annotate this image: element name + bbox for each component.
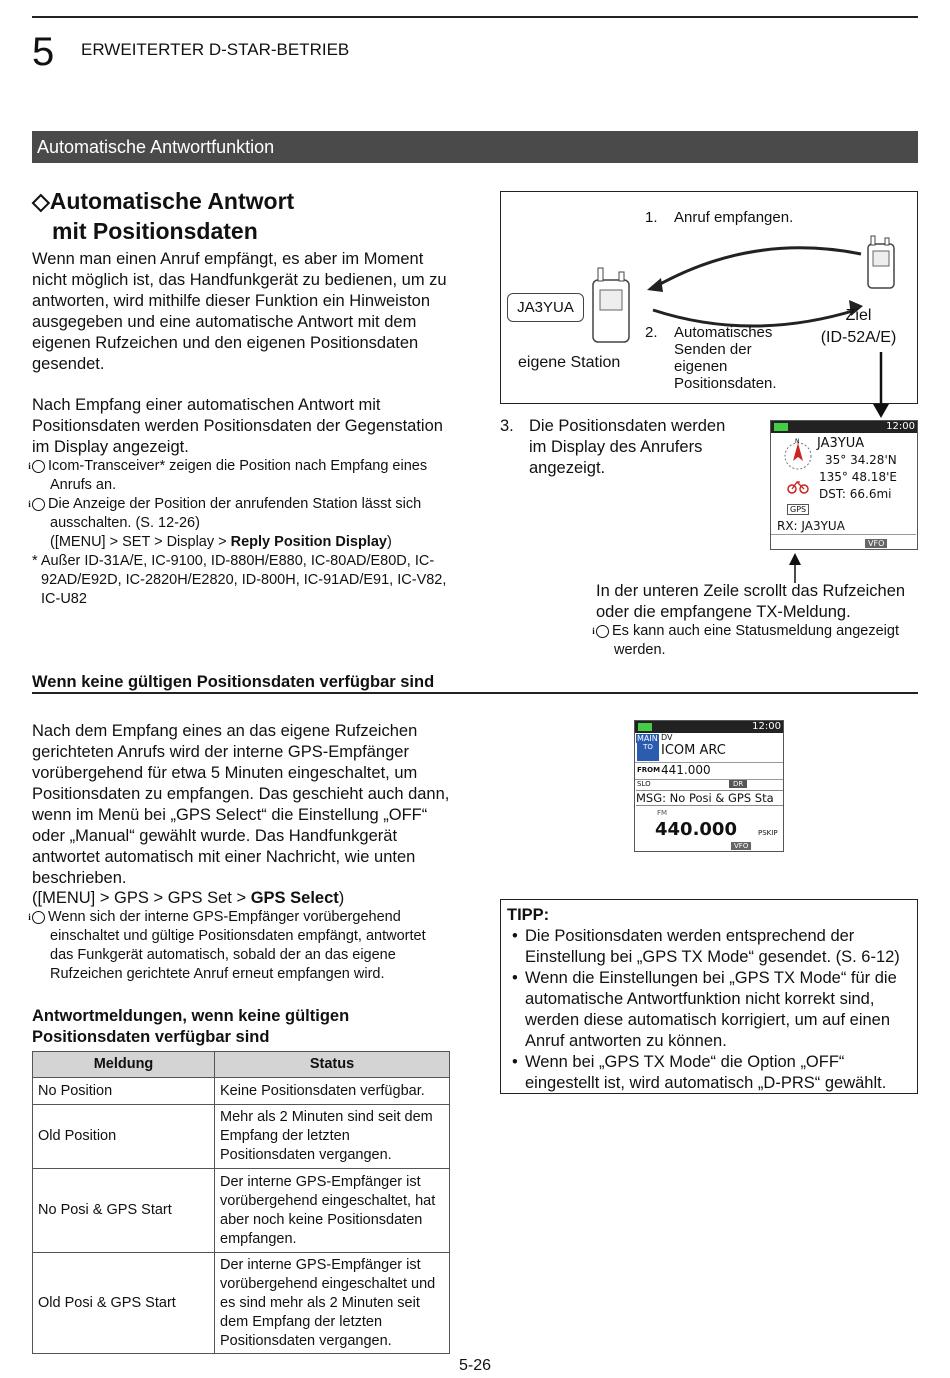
page-number: 5-26	[458, 1357, 492, 1374]
step3-text: Die Positionsdaten werden im Display des Anrufers angezeigt.	[529, 417, 726, 477]
heading-line2: mit Positionsdaten	[52, 218, 258, 244]
screen-longitude: 135° 48.18'E	[819, 470, 897, 484]
table-row	[33, 1169, 450, 1253]
screen2-divider-2	[635, 779, 784, 780]
svg-text:N: N	[795, 438, 800, 445]
battery-icon	[638, 723, 652, 731]
info-icon: i	[32, 498, 45, 511]
step2-text: Automatisches Senden der eigenen Positionsdaten.	[674, 324, 777, 392]
tip-box	[500, 899, 918, 1094]
table-cell: Der interne GPS-Empfänger ist vorübergehend eingeschaltet, hat aber noch keine Positionsdaten empfangen.	[215, 1169, 450, 1253]
step1-text: Anruf empfangen.	[674, 209, 794, 226]
tip-item: • Wenn bei „GPS TX Mode“ die Option „OFF“ eingestellt ist, wird automatisch „D-PRS“ gewählt.	[507, 1052, 911, 1094]
screen-status-bar	[771, 421, 917, 433]
info-icon: i	[32, 911, 45, 924]
screen-vfo: VFO	[865, 539, 887, 548]
screen-time: 12:00	[886, 421, 915, 432]
screen-distance: DST: 66.6mi	[819, 487, 892, 501]
screen2-vfo: VFO	[731, 842, 751, 850]
diamond-marker-icon: ◇	[32, 188, 50, 214]
scroll-note: i Es kann auch eine Statusmeldung angezeigt werden.	[592, 623, 899, 658]
from-frequency: 441.000	[661, 763, 711, 777]
table-cell: Der interne GPS-Empfänger ist vorübergehend eingeschaltet und es sind mehr als 2 Minuten seit dem Empfang der letzten Positionsdaten vergangen.	[215, 1253, 450, 1354]
tip-item: • Wenn die Einstellungen bei „GPS TX Mode“ für die automatische Antwortfunktion nicht korrekt sind, werden diese automatisch korrigiert, um auf einen Anruf antworten zu können.	[507, 968, 911, 1052]
table-cell: No Posi & GPS Start	[33, 1169, 215, 1253]
step1-num: 1.	[645, 209, 658, 226]
gps-badge: GPS	[787, 504, 809, 515]
screen-divider	[771, 534, 916, 535]
dr-badge: DR	[729, 780, 747, 788]
tip-item: • Die Positionsdaten werden entsprechend der Einstellung bei „GPS TX Mode“ gesendet. (S. 6-12)	[507, 926, 911, 968]
scroll-caption: In der unteren Zeile scrollt das Rufzeichen oder die empfangene TX-Meldung.	[596, 582, 906, 621]
step2-num: 2.	[645, 324, 658, 341]
table-row	[33, 1078, 450, 1105]
main-badge: MAIN	[637, 734, 658, 743]
note-1: i Icom-Transceiver* zeigen die Position nach Empfang eines Anrufs an.	[28, 458, 428, 493]
table-cell: Old Position	[33, 1105, 215, 1169]
tip-list	[507, 926, 911, 1094]
notes-block	[28, 457, 452, 609]
target-label: Ziel (ID-52A/E)	[820, 307, 897, 346]
table-cell: Old Posi & GPS Start	[33, 1253, 215, 1354]
heading-line1: Automatische Antwort	[49, 188, 295, 214]
table-title: Antwortmeldungen, wenn keine gültigen Positionsdaten verfügbar sind	[32, 1007, 350, 1046]
note-2: i Die Anzeige der Position der anrufenden Station lässt sich ausschalten. (S. 12-26)	[28, 496, 422, 531]
main-frequency: 440.000	[655, 819, 737, 840]
screen-latitude: 35° 34.28'N	[825, 453, 897, 467]
subsection-title: Wenn keine gültigen Positionsdaten verfügbar sind	[32, 673, 435, 691]
to-name: ICOM ARC	[661, 743, 726, 758]
screen2-time: 12:00	[752, 721, 781, 732]
section-bar: Automatische Antwortfunktion	[32, 131, 918, 163]
slo-label: SLO	[637, 780, 651, 788]
table-row	[33, 1253, 450, 1354]
chapter-title: ERWEITERTER D-STAR-BETRIEB	[81, 40, 350, 59]
chapter-number: 5	[32, 30, 55, 74]
gps-menu-path: ([MENU] > GPS > GPS Set > GPS Select)	[32, 889, 345, 907]
gps-paragraph: Nach dem Empfang eines an das eigene Rufzeichen gerichteten Anrufs wird der interne GPS-Empfänger vorübergehend für etwa 5 Minuten eingeschaltet, um Positionsdaten zu empfangen. Das geschieht auch dann, wenn im Menü bei „GPS Select“ die Einstellung „OFF“ oder „Manual“ gewählt wurde. Das Handfunkgerät antwortet automatisch mit einer Nachricht, wie unten beschrieben.	[32, 722, 450, 887]
target-radio-icon	[868, 236, 894, 288]
step3-num: 3.	[500, 417, 514, 435]
gps-start-display-screen	[634, 720, 784, 852]
intro-paragraph: Wenn man einen Anruf empfängt, es aber im Moment nicht möglich ist, das Handfunkgerät zu bedienen, um zu antworten, wird mithilfe dieser Funktion ein Hinweiston ausgegeben und eine automatische Antwort mit dem eigenen Rufzeichen und den eigenen Positionsdaten gesendet.	[32, 250, 447, 373]
info-icon: i	[596, 625, 609, 638]
footnote: * Außer ID-31A/E, IC-9100, ID-880H/E880, IC-80AD/E80D, IC-92AD/E92D, IC-2820H/E2820, ID-800H, IC-91AD/E91, IC-V82, IC-U82	[32, 553, 447, 607]
top-rule	[32, 16, 918, 18]
to-badge: TO	[637, 743, 659, 761]
position-display-screen	[770, 420, 918, 550]
screen-callsign: JA3YUA	[817, 436, 865, 451]
msg-line: MSG: No Posi & GPS Sta	[636, 790, 784, 806]
callsign-bubble: JA3YUA	[507, 293, 584, 322]
gps-note: i Wenn sich der interne GPS-Empfänger vorübergehend einschaltet und gültige Positionsdaten empfängt, antwortet das Funkgerät automatisch, sobald der an das eigene Rufzeichen gerichtete Anruf erneut empfangen wird.	[28, 909, 426, 982]
menu-path: ([MENU] > SET > Display > Reply Position Display)	[50, 534, 392, 550]
down-arrow-icon	[872, 352, 890, 420]
table-cell: No Position	[33, 1078, 215, 1105]
own-station-label: eigene Station	[518, 354, 621, 371]
battery-icon	[774, 423, 788, 431]
pskip-label: PSKIP	[758, 829, 778, 837]
table-cell: Mehr als 2 Minuten sind seit dem Empfang der letzten Positionsdaten vergangen.	[215, 1105, 450, 1169]
response-messages-table	[32, 1051, 450, 1354]
tip-title: TIPP:	[507, 906, 550, 924]
subsection-rule	[32, 692, 918, 694]
table-row	[33, 1105, 450, 1169]
fm-label: FM	[657, 809, 668, 817]
own-radio-icon	[593, 268, 629, 342]
bicycle-icon	[787, 479, 809, 495]
mode-label: DV	[661, 733, 673, 742]
table-header-row	[33, 1052, 450, 1078]
second-paragraph: Nach Empfang einer automatischen Antwort mit Positionsdaten werden Positionsdaten der Gegenstation im Display angezeigt.	[32, 396, 443, 456]
up-arrow-icon	[788, 553, 802, 583]
table-cell: Keine Positionsdaten verfügbar.	[215, 1078, 450, 1105]
table-header-cell: Meldung	[33, 1052, 215, 1078]
screen-rx-line: RX: JA3YUA	[777, 519, 845, 533]
table-header-cell: Status	[215, 1052, 450, 1078]
main-heading	[32, 186, 294, 246]
from-label: FROM	[637, 766, 661, 774]
info-icon: i	[32, 460, 45, 473]
screen2-status-bar	[635, 721, 783, 733]
